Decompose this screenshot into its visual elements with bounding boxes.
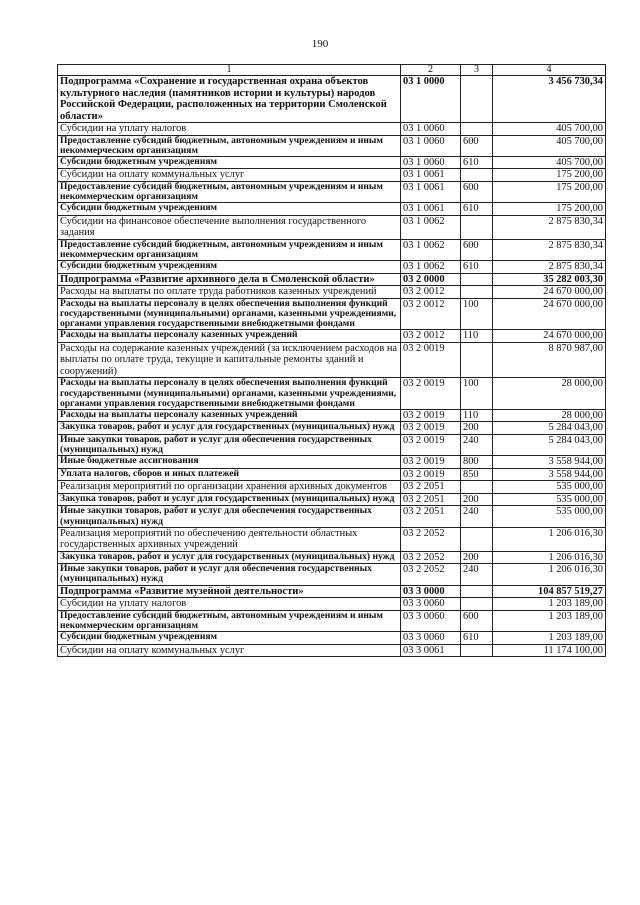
row-amount-cell: 2 875 830,34 [493,239,606,260]
row-amount-cell: 1 203 189,00 [493,610,606,631]
row-amount-cell: 535 000,00 [493,481,606,494]
row-type-cell: 600 [461,239,493,260]
row-type-cell: 200 [461,422,493,435]
column-header-code: 2 [401,65,461,76]
row-code-cell: 03 2 0012 [401,286,461,299]
row-type-cell [461,215,493,239]
row-name-cell: Предоставление субсидий бюджетным, автономным учреждениям и иным некоммерческим организациям [58,239,401,260]
row-name-cell: Иные закупки товаров, работ и услуг для обеспечения государственных (муниципальных) нужд [58,564,401,585]
row-name-cell: Предоставление субсидий бюджетным, автономным учреждениям и иным некоммерческим организациям [58,181,401,202]
row-type-cell [461,76,493,123]
budget-table [57,64,606,657]
row-type-cell [461,169,493,182]
row-code-cell: 03 1 0061 [401,181,461,202]
row-amount-cell: 8 870 987,00 [493,342,606,378]
row-type-cell: 600 [461,181,493,202]
row-amount-cell: 24 670 000,00 [493,298,606,330]
row-name-cell: Субсидии бюджетным учреждениям [58,632,401,645]
row-name-cell: Подпрограмма «Развитие музейной деятельности» [58,585,401,598]
page-number: 190 [311,38,329,50]
table-row [58,493,606,506]
row-name-cell: Подпрограмма «Развитие архивного дела в Смоленской области» [58,273,401,286]
row-amount-cell: 175 200,00 [493,203,606,216]
table-row [58,135,606,156]
row-name-cell: Предоставление субсидий бюджетным, автономным учреждениям и иным некоммерческим организациям [58,610,401,631]
row-type-cell [461,585,493,598]
row-amount-cell: 2 875 830,34 [493,261,606,274]
table-row [58,506,606,527]
row-type-cell: 610 [461,156,493,169]
row-name-cell: Расходы на выплаты персоналу казенных учреждений [58,330,401,343]
table-row [58,156,606,169]
row-code-cell: 03 1 0062 [401,261,461,274]
table-row [58,632,606,645]
row-type-cell: 240 [461,506,493,527]
row-name-cell: Уплата налогов, сборов и иных платежей [58,468,401,481]
row-type-cell: 110 [461,330,493,343]
table-row [58,76,606,123]
row-amount-cell: 3 456 730,34 [493,76,606,123]
table-row [58,564,606,585]
table-row [58,203,606,216]
row-code-cell: 03 2 2051 [401,493,461,506]
table-row [58,409,606,422]
row-code-cell: 03 2 2052 [401,527,461,551]
table-row [58,468,606,481]
row-code-cell: 03 2 0012 [401,298,461,330]
row-type-cell [461,273,493,286]
row-amount-cell: 24 670 000,00 [493,330,606,343]
row-code-cell: 03 3 0060 [401,632,461,645]
row-code-cell: 03 1 0060 [401,156,461,169]
row-amount-cell: 104 857 519,27 [493,585,606,598]
row-code-cell: 03 2 2051 [401,481,461,494]
table-row [58,123,606,136]
row-type-cell [461,342,493,378]
row-amount-cell: 175 200,00 [493,181,606,202]
table-row [58,422,606,435]
row-name-cell: Расходы на выплаты персоналу казенных учреждений [58,409,401,422]
row-amount-cell: 1 206 016,30 [493,551,606,564]
table-row [58,456,606,469]
row-amount-cell: 5 284 043,00 [493,434,606,455]
row-type-cell: 240 [461,434,493,455]
table-row [58,273,606,286]
row-type-cell: 600 [461,610,493,631]
row-name-cell: Субсидии на уплату налогов [58,123,401,136]
table-row [58,239,606,260]
row-type-cell: 800 [461,456,493,469]
row-type-cell: 610 [461,632,493,645]
row-name-cell: Закупка товаров, работ и услуг для государственных (муниципальных) нужд [58,493,401,506]
row-code-cell: 03 3 0000 [401,585,461,598]
row-name-cell: Иные закупки товаров, работ и услуг для обеспечения государственных (муниципальных) нужд [58,506,401,527]
row-code-cell: 03 1 0060 [401,135,461,156]
row-code-cell: 03 2 0012 [401,330,461,343]
row-code-cell: 03 2 0019 [401,434,461,455]
table-row [58,644,606,657]
row-name-cell: Субсидии на уплату налогов [58,598,401,611]
row-code-cell: 03 3 0060 [401,598,461,611]
row-name-cell: Субсидии бюджетным учреждениям [58,156,401,169]
row-type-cell: 200 [461,493,493,506]
row-code-cell: 03 1 0061 [401,203,461,216]
row-code-cell: 03 2 2052 [401,564,461,585]
row-name-cell: Субсидии на финансовое обеспечение выполнения государственного задания [58,215,401,239]
row-amount-cell: 3 558 944,00 [493,456,606,469]
row-name-cell: Субсидии на оплату коммунальных услуг [58,644,401,657]
column-header-amount: 4 [493,65,606,76]
row-type-cell: 600 [461,135,493,156]
table-row [58,215,606,239]
table-row [58,286,606,299]
table-row [58,598,606,611]
row-code-cell: 03 1 0062 [401,215,461,239]
row-code-cell: 03 2 0019 [401,409,461,422]
row-type-cell [461,286,493,299]
row-amount-cell: 1 206 016,30 [493,564,606,585]
row-code-cell: 03 1 0061 [401,169,461,182]
row-type-cell: 240 [461,564,493,585]
row-code-cell: 03 2 2052 [401,551,461,564]
row-type-cell: 110 [461,409,493,422]
row-name-cell: Иные бюджетные ассигнования [58,456,401,469]
row-amount-cell: 1 206 016,30 [493,527,606,551]
table-row [58,610,606,631]
row-code-cell: 03 1 0060 [401,123,461,136]
row-amount-cell: 405 700,00 [493,135,606,156]
row-amount-cell: 28 000,00 [493,378,606,410]
row-type-cell: 100 [461,298,493,330]
row-type-cell: 100 [461,378,493,410]
row-type-cell: 610 [461,261,493,274]
column-header-type: 3 [461,65,493,76]
row-amount-cell: 1 203 189,00 [493,632,606,645]
row-code-cell: 03 2 0019 [401,468,461,481]
row-name-cell: Расходы на выплаты персоналу в целях обеспечения выполнения функций государственными (муниципальными) органами, казенными учреждениями, органами управления государственными внебюджетными фондами [58,298,401,330]
row-name-cell: Закупка товаров, работ и услуг для государственных (муниципальных) нужд [58,422,401,435]
row-type-cell [461,644,493,657]
row-name-cell: Подпрограмма «Сохранение и государственная охрана объектов культурного наследия (памятников истории и культуры) народов Российской Федерации, расположенных на территории Смоленской области» [58,76,401,123]
row-type-cell: 200 [461,551,493,564]
table-row [58,342,606,378]
row-name-cell: Расходы на выплаты персоналу в целях обеспечения выполнения функций государственными (муниципальными) органами, казенными учреждениями, органами управления государственными внебюджетными фондами [58,378,401,410]
row-code-cell: 03 2 0019 [401,456,461,469]
row-amount-cell: 2 875 830,34 [493,215,606,239]
row-name-cell: Расходы на выплаты по оплате труда работников казенных учреждений [58,286,401,299]
row-amount-cell: 5 284 043,00 [493,422,606,435]
row-type-cell [461,123,493,136]
row-name-cell: Субсидии бюджетным учреждениям [58,203,401,216]
row-code-cell: 03 2 0000 [401,273,461,286]
row-amount-cell: 405 700,00 [493,123,606,136]
table-header-row [58,65,606,76]
table-row [58,527,606,551]
row-amount-cell: 35 282 003,30 [493,273,606,286]
table-row [58,551,606,564]
row-amount-cell: 11 174 100,00 [493,644,606,657]
row-name-cell: Закупка товаров, работ и услуг для государственных (муниципальных) нужд [58,551,401,564]
table-row [58,169,606,182]
column-header-name: 1 [58,65,401,76]
table-row [58,181,606,202]
table-row [58,434,606,455]
row-amount-cell: 24 670 000,00 [493,286,606,299]
row-amount-cell: 1 203 189,00 [493,598,606,611]
table-row [58,261,606,274]
row-name-cell: Реализация мероприятий по обеспечению деятельности областных государственных архивных учреждений [58,527,401,551]
row-amount-cell: 175 200,00 [493,169,606,182]
row-code-cell: 03 3 0060 [401,610,461,631]
row-code-cell: 03 2 0019 [401,378,461,410]
table-row [58,298,606,330]
row-code-cell: 03 1 0062 [401,239,461,260]
table-row [58,378,606,410]
row-name-cell: Реализация мероприятий по организации хранения архивных документов [58,481,401,494]
row-name-cell: Субсидии на оплату коммунальных услуг [58,169,401,182]
row-name-cell: Предоставление субсидий бюджетным, автономным учреждениям и иным некоммерческим организациям [58,135,401,156]
row-type-cell: 850 [461,468,493,481]
row-amount-cell: 28 000,00 [493,409,606,422]
row-code-cell: 03 2 0019 [401,422,461,435]
table-row [58,481,606,494]
row-amount-cell: 535 000,00 [493,493,606,506]
row-amount-cell: 535 000,00 [493,506,606,527]
row-code-cell: 03 3 0061 [401,644,461,657]
table-row [58,585,606,598]
table-row [58,330,606,343]
row-type-cell [461,598,493,611]
row-type-cell [461,481,493,494]
row-type-cell: 610 [461,203,493,216]
row-code-cell: 03 2 0019 [401,342,461,378]
row-code-cell: 03 1 0000 [401,76,461,123]
row-amount-cell: 405 700,00 [493,156,606,169]
row-name-cell: Иные закупки товаров, работ и услуг для обеспечения государственных (муниципальных) нужд [58,434,401,455]
row-code-cell: 03 2 2051 [401,506,461,527]
row-type-cell [461,527,493,551]
row-name-cell: Расходы на содержание казенных учреждений (за исключением расходов на выплаты по оплате труда, текущие и капитальные ремонты зданий и сооружений) [58,342,401,378]
row-name-cell: Субсидии бюджетным учреждениям [58,261,401,274]
row-amount-cell: 3 558 944,00 [493,468,606,481]
